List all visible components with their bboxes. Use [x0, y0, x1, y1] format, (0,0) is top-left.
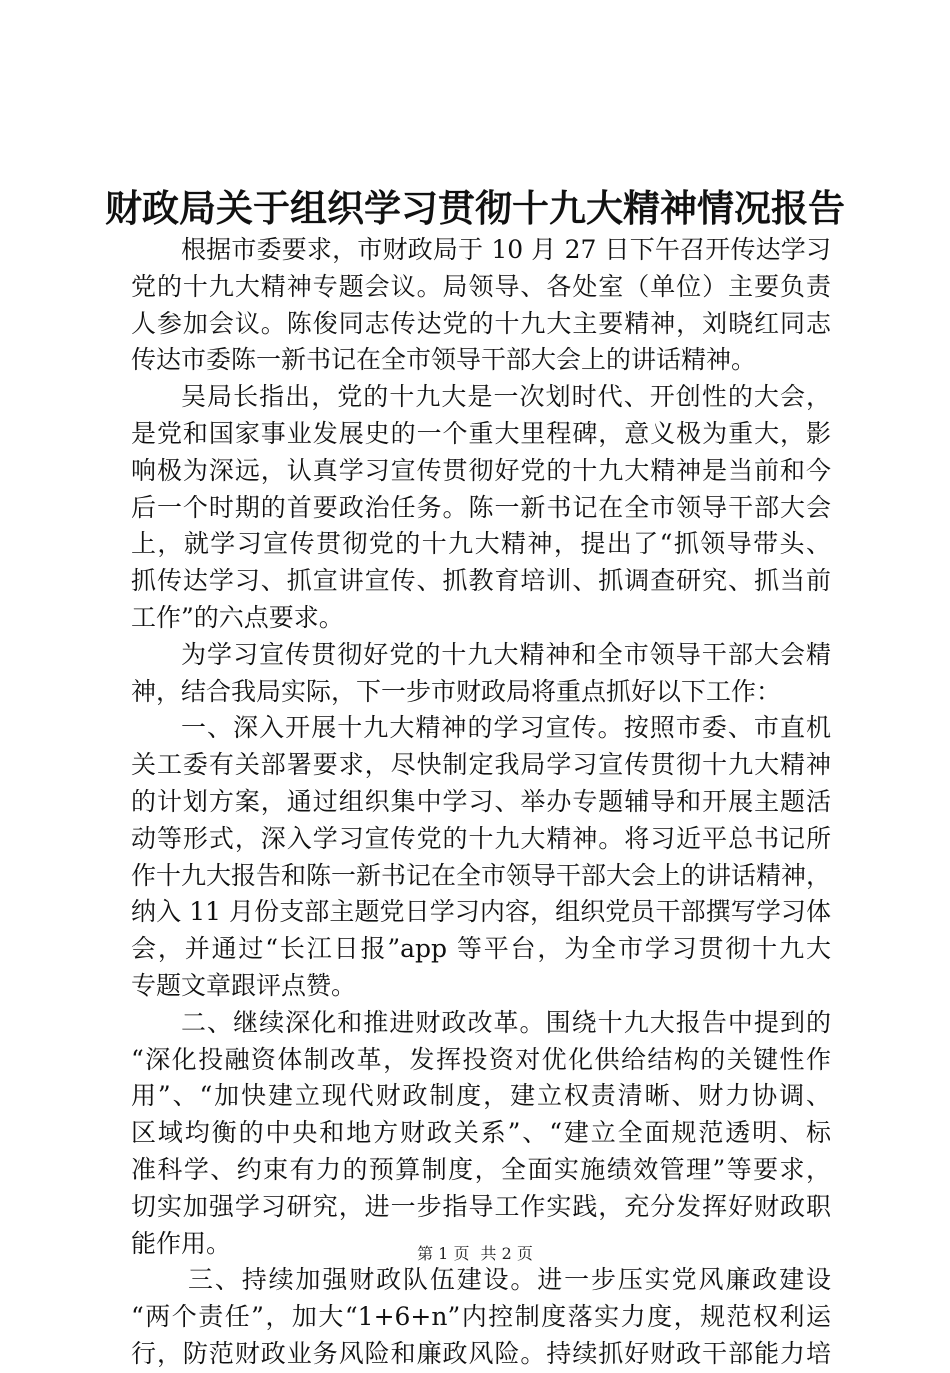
body-line: 吴局长指出，党的十九大是一次划时代、开创性的大会， — [181, 382, 831, 412]
page-footer — [0, 1242, 950, 1266]
body-line: 区域均衡的中央和地方财政关系”、“建立全面规范透明、标 — [131, 1118, 831, 1148]
page-total: 共 2 页 — [480, 1244, 533, 1263]
body-line: 关工委有关部署要求，尽快制定我局学习宣传贯彻十九大精神 — [131, 750, 831, 780]
body-line: 切实加强学习研究，进一步指导工作实践，充分发挥好财政职 — [131, 1191, 831, 1221]
body-line: 准科学、约束有力的预算制度，全面实施绩效管理”等要求， — [131, 1154, 831, 1184]
body-line: “两个责任”，加大“1+6+n”内控制度落实力度，规范权利运 — [131, 1302, 831, 1332]
document-body — [131, 232, 831, 1373]
document-title: 财政局关于组织学习贯彻十九大精神情况报告 — [105, 186, 845, 230]
body-line: 三、持续加强财政队伍建设。进一步压实党风廉政建设 — [188, 1265, 831, 1295]
body-line: 工作”的六点要求。 — [131, 602, 344, 632]
body-line: 行，防范财政业务风险和廉政风险。持续抓好财政干部能力培 — [131, 1338, 831, 1368]
body-line: 根据市委要求，市财政局于 10 月 27 日下午召开传达学习 — [181, 235, 831, 264]
body-line: 上，就学习宣传贯彻党的十九大精神，提出了“抓领导带头、 — [131, 529, 831, 559]
page-number: 第 1 页 — [417, 1244, 470, 1263]
body-line: 响极为深远，认真学习宣传贯彻好党的十九大精神是当前和今 — [131, 455, 831, 485]
body-line: 为学习宣传贯彻好党的十九大精神和全市领导干部大会精 — [181, 639, 831, 669]
body-line: “深化投融资体制改革，发挥投资对优化供给结构的关键性作 — [131, 1044, 831, 1074]
body-line: 人参加会议。陈俊同志传达党的十九大主要精神，刘晓红同志 — [131, 308, 831, 338]
body-line: 神，结合我局实际，下一步市财政局将重点抓好以下工作： — [131, 676, 782, 706]
body-line: 纳入 11 月份支部主题党日学习内容，组织党员干部撰写学习体 — [131, 897, 831, 927]
body-line: 能作用。 — [131, 1228, 232, 1258]
body-line: 党的十九大精神专题会议。局领导、各处室（单位）主要负责 — [131, 271, 831, 301]
body-line: 后一个时期的首要政治任务。陈一新书记在全市领导干部大会 — [131, 492, 831, 522]
body-line: 一、深入开展十九大精神的学习宣传。按照市委、市直机 — [181, 713, 831, 743]
body-line: 会，并通过“长江日报”app 等平台，为全市学习贯彻十九大 — [131, 934, 831, 964]
body-line: 用”、“加快建立现代财政制度，建立权责清晰、财力协调、 — [131, 1081, 831, 1111]
body-line: 专题文章跟评点赞。 — [131, 970, 357, 1000]
body-line: 的计划方案，通过组织集中学习、举办专题辅导和开展主题活 — [131, 786, 831, 816]
body-line: 是党和国家事业发展史的一个重大里程碑，意义极为重大，影 — [131, 418, 831, 448]
body-line: 传达市委陈一新书记在全市领导干部大会上的讲话精神。 — [131, 345, 757, 375]
body-line: 抓传达学习、抓宣讲宣传、抓教育培训、抓调查研究、抓当前 — [131, 566, 831, 596]
body-line: 作十九大报告和陈一新书记在全市领导干部大会上的讲话精神， — [131, 860, 832, 890]
body-line: 动等形式，深入学习宣传党的十九大精神。将习近平总书记所 — [131, 823, 831, 853]
body-line: 二、继续深化和推进财政改革。围绕十九大报告中提到的 — [181, 1007, 831, 1037]
